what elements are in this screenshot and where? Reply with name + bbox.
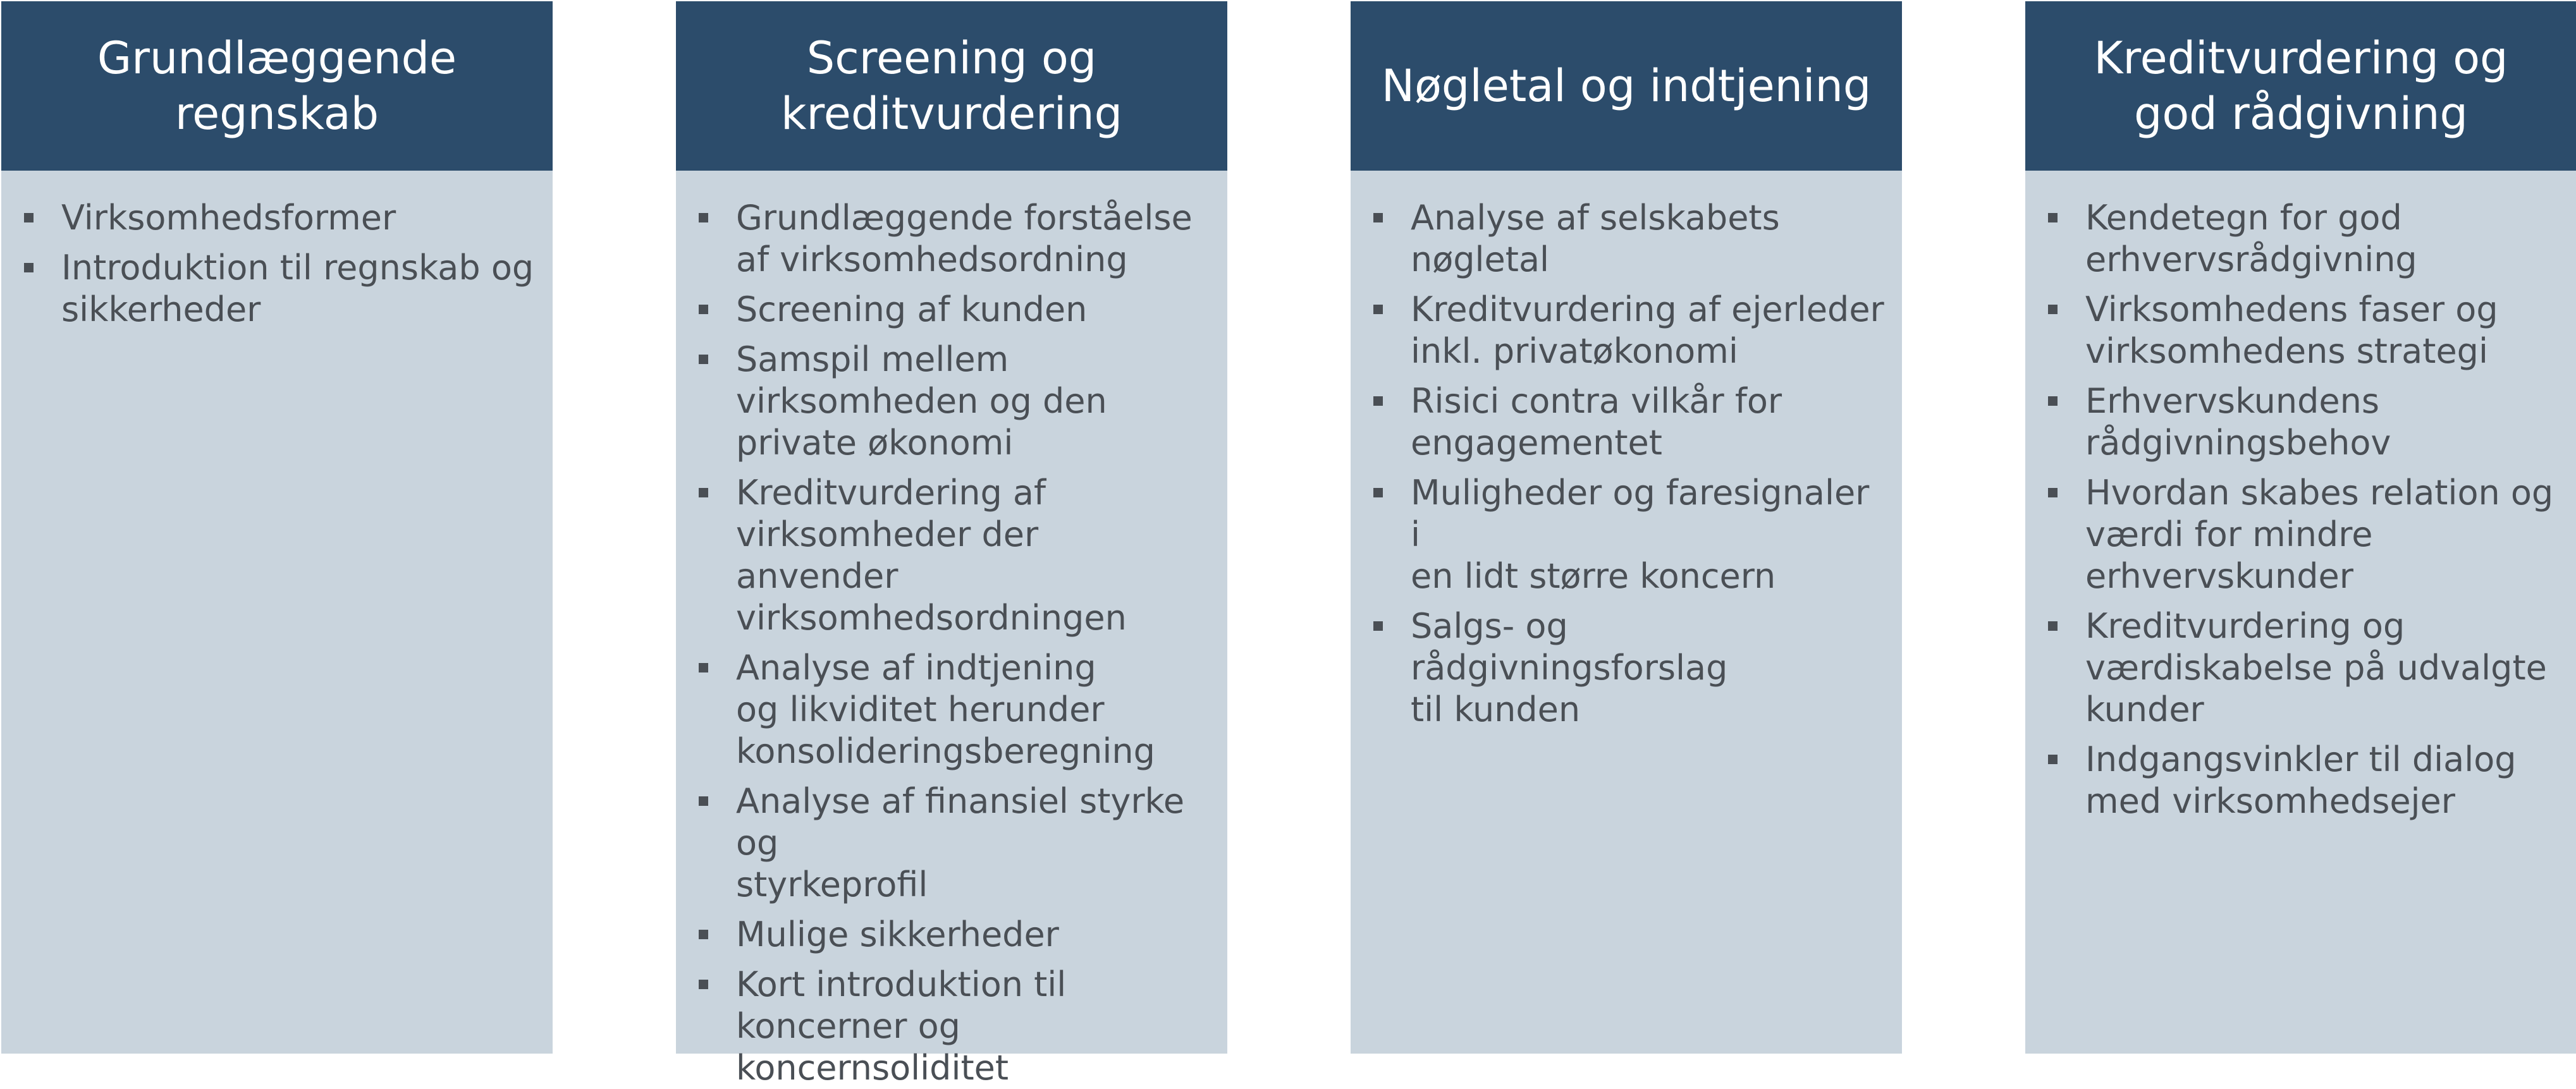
list-item-line: Hvordan skabes relation og [2085,473,2554,513]
topic-list [1,171,553,331]
square-bullet-icon [24,263,34,272]
list-item-line: Risici contra vilkår for [1411,381,1782,421]
square-bullet-icon [2048,755,2058,764]
list-item-line: koncernsoliditet [736,1048,1009,1088]
list-item-line: sikkerheder [61,289,261,329]
column-header [2025,1,2576,171]
list-item [2048,739,2560,822]
list-item-line: Kendetegn for god [2085,198,2402,238]
list-item-line: Screening af kunden [736,289,1088,329]
list-item [1373,605,1886,731]
column-grundlaeggende-regnskab [1,1,553,1054]
list-item [699,289,1211,331]
column-kreditvurdering-og-god-raadgivning [2025,1,2576,1054]
list-item-line: Introduktion til regnskab og [61,248,534,288]
square-bullet-icon [2048,488,2058,497]
square-bullet-icon [699,980,708,989]
list-item [699,197,1211,281]
list-item-line: Analyse af indtjening [736,648,1096,688]
topic-list [2025,171,2576,822]
list-item-line: rådgivningsbehov [2085,423,2391,463]
column-title-line: Grundlæggende [97,32,457,84]
list-item-line: koncerner og [736,1006,960,1046]
list-item-line: Kreditvurdering og [2085,606,2405,646]
list-item-line: med virksomhedsejer [2085,781,2455,821]
list-item [699,339,1211,464]
column-title-line: Nøgletal og indtjening [1381,60,1872,112]
list-item-line: Analyse af selskabets [1411,198,1780,238]
column-header [1351,1,1902,171]
list-item-line: virksomhedens strategi [2085,331,2488,371]
list-item [2048,472,2560,597]
column-title-line: god rådgivning [2134,88,2468,140]
square-bullet-icon [699,663,708,672]
list-item-line: og likviditet herunder [736,690,1105,729]
square-bullet-icon [699,305,708,314]
square-bullet-icon [1373,488,1383,497]
list-item-line: konsolideringsberegning [736,731,1155,771]
list-item-line: af virksomhedsordning [736,240,1128,279]
list-item [24,247,536,331]
list-item-line: Samspil mellem [736,339,1009,379]
list-item [24,197,536,239]
list-item-line: Erhvervskundens [2085,381,2379,421]
topic-list [676,171,1227,1089]
list-item-line: virksomheden og den [736,381,1107,421]
list-item-line: kunder [2085,690,2204,729]
list-item-line: Grundlæggende forståelse [736,198,1193,238]
list-item-line: Kreditvurdering af ejerleder [1411,289,1884,329]
list-item-line: Kreditvurdering af [736,473,1046,513]
column-title-line: Screening og [806,32,1097,84]
list-item [699,472,1211,639]
square-bullet-icon [699,355,708,364]
list-item [1373,197,1886,281]
square-bullet-icon [1373,396,1383,406]
list-item [2048,605,2560,731]
list-item-line: Virksomhedsformer [61,198,396,238]
square-bullet-icon [2048,213,2058,222]
square-bullet-icon [699,488,708,497]
list-item [2048,289,2560,372]
list-item [2048,380,2560,464]
column-title-line: Kreditvurdering og [2094,32,2508,84]
list-item-line: en lidt større koncern [1411,556,1776,596]
column-title-line: regnskab [175,88,379,140]
list-item [2048,197,2560,281]
column-title-line: kreditvurdering [780,88,1123,140]
list-item [699,781,1211,906]
column-noegletal-og-indtjening [1351,1,1902,1054]
list-item-line: Kort introduktion til [736,964,1067,1004]
square-bullet-icon [2048,396,2058,406]
square-bullet-icon [699,213,708,222]
list-item [1373,472,1886,597]
square-bullet-icon [699,796,708,806]
column-screening-og-kreditvurdering [676,1,1227,1088]
list-item [699,647,1211,772]
list-item-line: engagementet [1411,423,1662,463]
list-item [1373,380,1886,464]
square-bullet-icon [2048,621,2058,631]
list-item [699,914,1211,956]
square-bullet-icon [24,213,34,222]
list-item-line: værdiskabelse på udvalgte [2085,648,2547,688]
list-item-line: til kunden [1411,690,1581,729]
list-item-line: private økonomi [736,423,1014,463]
list-item [1373,289,1886,372]
list-item-line: Virksomhedens faser og [2085,289,2498,329]
list-item-line: nøgletal [1411,240,1550,279]
square-bullet-icon [699,930,708,939]
column-header [1,1,553,171]
list-item-line: erhvervskunder [2085,556,2353,596]
list-item [699,964,1211,1089]
list-item-line: Indgangsvinkler til dialog [2085,739,2517,779]
list-item-line: Analyse af finansiel styrke og [736,781,1185,863]
list-item-line: styrkeprofil [736,865,928,904]
column-header [676,1,1227,171]
square-bullet-icon [1373,305,1383,314]
list-item-line: erhvervsrådgivning [2085,240,2417,279]
topic-list [1351,171,1902,731]
square-bullet-icon [2048,305,2058,314]
square-bullet-icon [1373,213,1383,222]
list-item-line: virksomheder der anvender [736,514,1039,596]
list-item-line: virksomhedsordningen [736,598,1127,638]
square-bullet-icon [1373,621,1383,631]
list-item-line: Salgs- og rådgivningsforslag [1411,606,1728,688]
list-item-line: inkl. privatøkonomi [1411,331,1738,371]
list-item-line: værdi for mindre [2085,514,2373,554]
list-item-line: Mulige sikkerheder [736,915,1059,954]
list-item-line: Muligheder og faresignaler i [1411,473,1870,554]
